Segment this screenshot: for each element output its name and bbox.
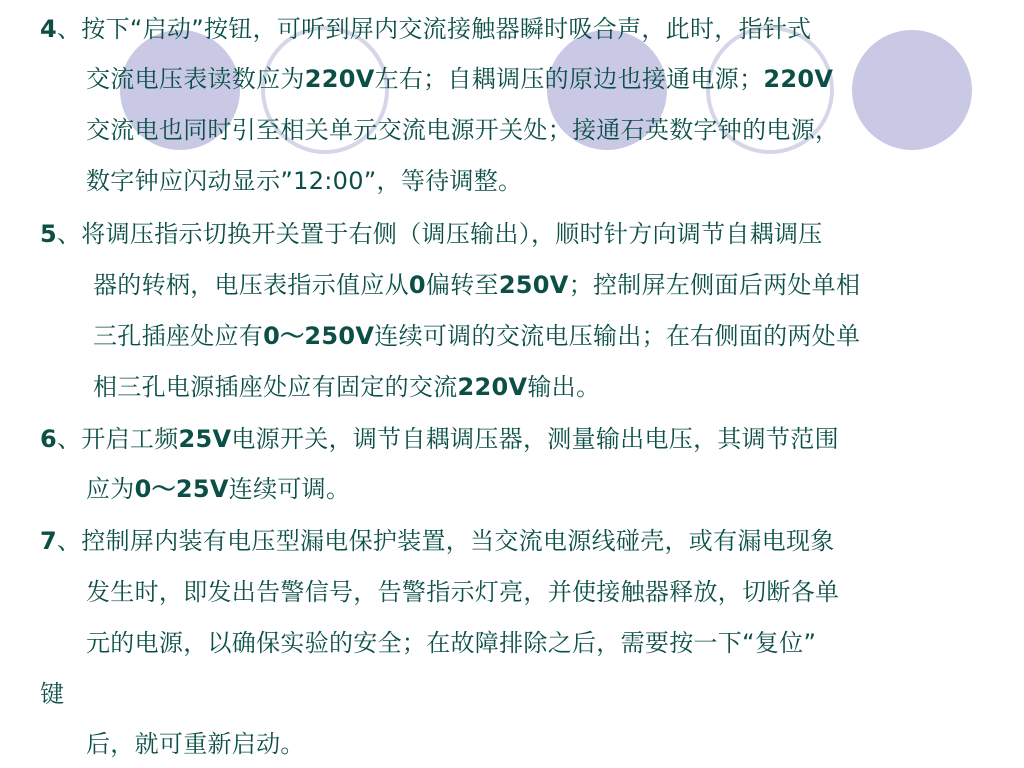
text-line: 应为0～25V连续可调。 (86, 475, 351, 503)
text-line: 后，就可重新启动。 (86, 730, 305, 758)
decor-circle-3 (850, 28, 974, 152)
text-line: 6、开启工频25V电源开关，调节自耦调压器，测量输出电压，其调节范围 (40, 425, 839, 453)
text-line: 4、按下“启动”按钮，可听到屏内交流接触器瞬时吸合声，此时，指针式 (40, 15, 812, 43)
text-line: 数字钟应闪动显示”12:00”，等待调整。 (86, 167, 523, 195)
text-line: 键 (40, 680, 65, 708)
text-line: 5、将调压指示切换开关置于右侧（调压输出），顺时针方向调节自耦调压 (40, 220, 823, 248)
text-line: 交流电压表读数应为220V左右；自耦调压的原边也接通电源；220V (86, 65, 834, 93)
text-line: 元的电源，以确保实验的安全；在故障排除之后，需要按一下“复位” (86, 629, 817, 657)
text-line: 器的转柄，电压表指示值应从0偏转至250V；控制屏左侧面后两处单相 (93, 271, 861, 299)
text-line: 7、控制屏内装有电压型漏电保护装置，当交流电源线碰壳，或有漏电现象 (40, 527, 835, 555)
text-line: 相三孔电源插座处应有固定的交流220V输出。 (93, 373, 601, 401)
text-line: 发生时，即发出告警信号，告警指示灯亮，并使接触器释放，切断各单 (86, 578, 840, 606)
text-line: 交流电也同时引至相关单元交流电源开关处；接通石英数字钟的电源， (86, 116, 840, 144)
text-line: 三孔插座处应有0～250V连续可调的交流电压输出；在右侧面的两处单 (93, 322, 861, 350)
